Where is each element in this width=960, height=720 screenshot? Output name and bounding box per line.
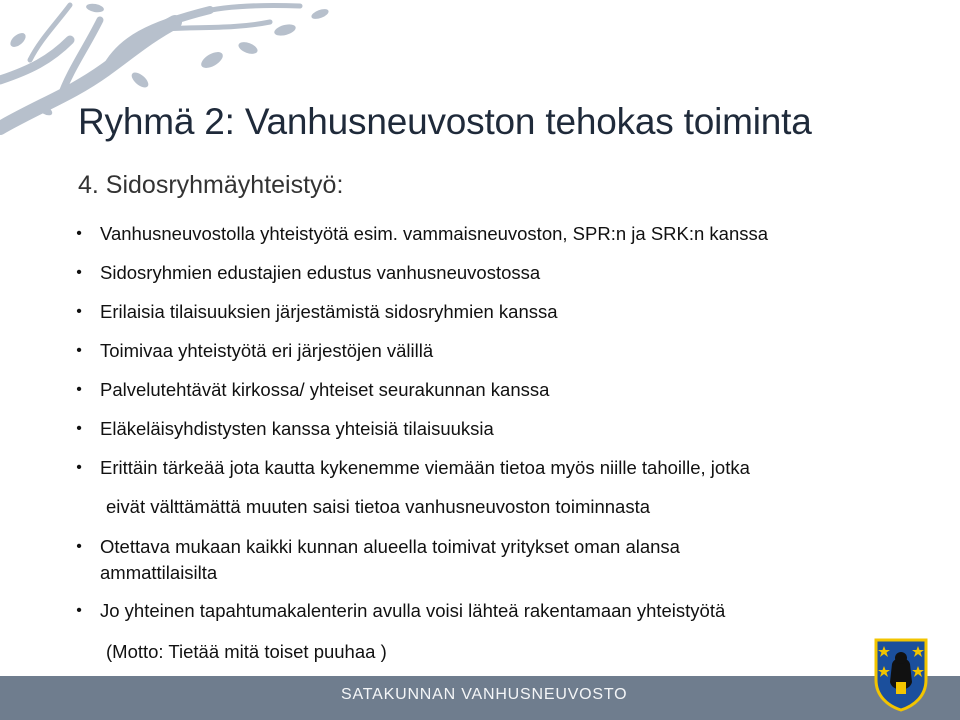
slide-title: Ryhmä 2: Vanhusneuvoston tehokas toiminta [78,101,812,142]
bullet-icon: • [76,420,82,437]
bullet-icon: • [76,225,82,242]
bullet-icon: • [76,342,82,359]
slide-subtitle: 4. Sidosryhmäyhteistyö: [78,171,344,199]
bullet-icon: • [76,303,82,320]
bullet-icon: • [76,381,82,398]
footer-text: SATAKUNNAN VANHUSNEUVOSTO [341,686,628,703]
bullet-icon: • [76,459,82,476]
coat-of-arms-icon [872,636,930,712]
bullet-icon: • [76,538,82,555]
bullet-icon: • [76,602,82,619]
slide: Ryhmä 2: Vanhusneuvoston tehokas toiminta 4. Sidosryhmäyhteistyö: • Vanhusneuvostolla yhteistyötä esim. vammaisneuvoston, SPR:n ja SRK:n kanssa • Sidosryhmien edustajien edustus vanhusneuvostossa • Erilaisia tilaisuuksien järjestämistä sidosryhmien kanssa • Toimivaa yhteistyötä eri järjestöjen välillä • Palvelutehtävät kirkossa/ yhteiset seurakunnan kanssa • Eläkeläisyhdistysten kanssa yhteisiä tilaisuuksia • Erittäin tärkeää jota kautta kykenemme viemään tietoa myös niille tahoille, jotka eivät välttämättä muuten saisi tietoa vanhusneuvoston toiminnasta • Otettava mukaan kaikki kunnan alueella toimivat yritykset oman alansa ammattilaisilta • Jo yhteinen tapahtumakalenterin avulla voisi lähteä rakentamaan yhteistyötä (Motto: Tietää mitä toiset puuhaa ) SATAKUNNAN VANHUSNEUVOSTO [0,0,960,720]
bullet-icon: • [76,264,82,281]
